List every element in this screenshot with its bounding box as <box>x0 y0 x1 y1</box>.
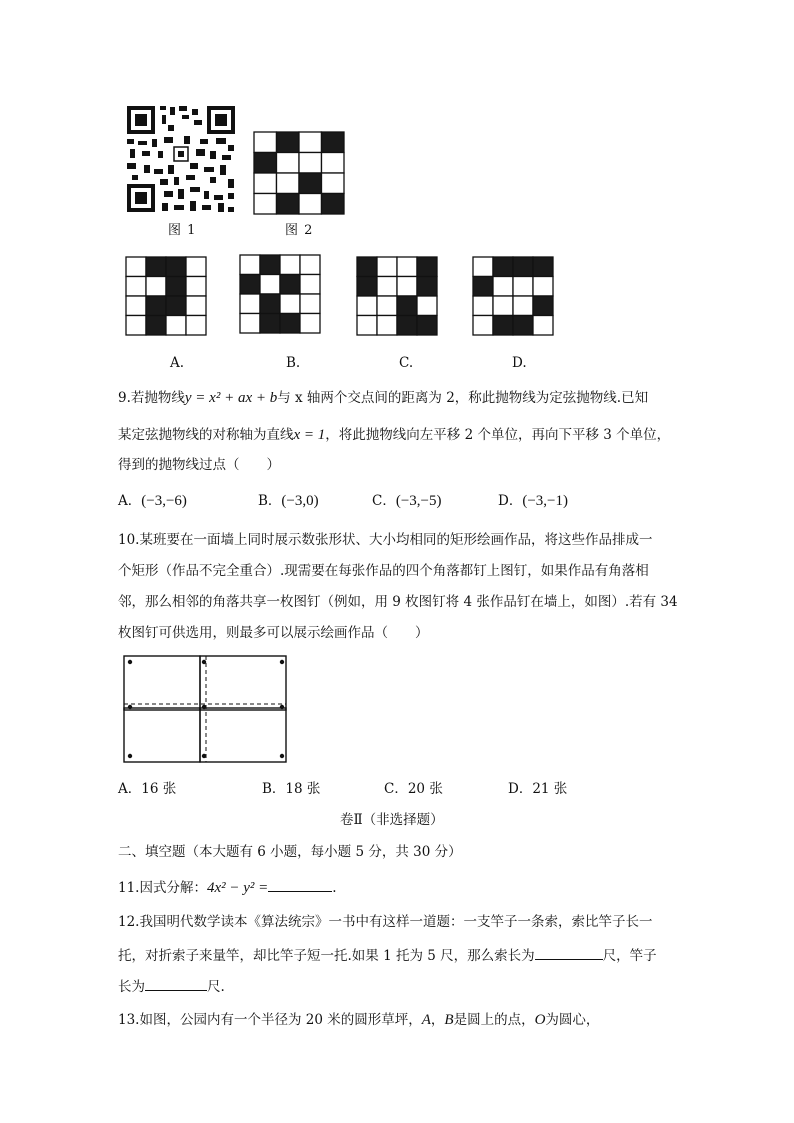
grid-cell-white <box>277 173 300 194</box>
grid-cell-black <box>417 257 437 277</box>
grid-cell-white <box>357 316 377 336</box>
q9-option-c <box>372 492 442 510</box>
q10-option-a <box>118 780 176 798</box>
grid-cell-white <box>126 296 146 316</box>
q10-line-2: 个矩形（作品不完全重合）.现需要在每张作品的四个角落都钉上图钉，如果作品有角落相 <box>118 563 649 579</box>
grid-cell-white <box>260 275 280 295</box>
grid-cell-white <box>186 296 206 316</box>
q13-line-1 <box>118 1011 599 1029</box>
q11-text: 11.因式分解： <box>118 880 207 896</box>
grid-cell-white <box>493 296 513 316</box>
part-2-heading: 二、填空题（本大题有 6 小题，每小题 5 分，共 30 分） <box>118 844 462 860</box>
q9-option-d <box>498 492 568 510</box>
point-b: B <box>444 1012 454 1028</box>
grid-cell-white <box>322 153 345 174</box>
option-label: B． <box>262 781 286 797</box>
option-a-grid <box>125 256 207 336</box>
grid-cell-black <box>260 294 280 314</box>
option-value: 20 张 <box>407 781 443 797</box>
q12-text: 尺，竿子 <box>602 948 657 964</box>
grid-cell-white <box>417 296 437 316</box>
figure-2-caption: 图 2 <box>285 223 314 238</box>
grid-cell-white <box>300 255 320 275</box>
grid-cell-black <box>280 275 300 295</box>
grid-cell-white <box>126 257 146 277</box>
grid-cell-black <box>322 132 345 153</box>
point-a: A <box>421 1012 431 1028</box>
option-label: D． <box>508 781 533 797</box>
grid-cell-black <box>277 194 300 215</box>
q9-line-1 <box>118 389 648 407</box>
figure-2-grid <box>253 131 345 215</box>
grid-cell-white <box>240 294 260 314</box>
q9-equation: y = x² + ax + b <box>184 390 278 406</box>
grid-cell-white <box>322 173 345 194</box>
grid-cell-black <box>417 277 437 297</box>
q12-text: 长为 <box>118 979 145 995</box>
q13-text: ， <box>430 1012 445 1028</box>
artwork-pin-figure <box>122 654 290 764</box>
option-d-label: D. <box>512 355 527 371</box>
option-a-label: A. <box>170 355 185 371</box>
grid-cell-white <box>397 257 417 277</box>
grid-cell-white <box>126 316 146 336</box>
grid-cell-white <box>299 194 322 215</box>
grid-cell-black <box>146 257 166 277</box>
grid-cell-white <box>493 277 513 297</box>
q11-expression: 4x² − y² = <box>206 880 269 896</box>
q13-text: 为圆心， <box>545 1012 600 1028</box>
q13-text: 是圆上的点， <box>453 1012 535 1028</box>
q12-rope-length-blank[interactable] <box>535 945 603 960</box>
q10-line-4: 枚图钉可供选用，则最多可以展示绘画作品（ ） <box>118 625 429 641</box>
grid-cell-white <box>533 316 553 336</box>
grid-cell-white <box>126 277 146 297</box>
grid-cell-white <box>299 132 322 153</box>
grid-cell-black <box>493 316 513 336</box>
figure-1-caption: 图 1 <box>168 223 197 238</box>
grid-cell-white <box>533 277 553 297</box>
option-label: C． <box>384 781 408 797</box>
grid-cell-white <box>299 153 322 174</box>
grid-cell-black <box>322 194 345 215</box>
grid-cell-white <box>377 296 397 316</box>
grid-cell-white <box>166 316 186 336</box>
q12-line-1: 12.我国明代数学读本《算法统宗》一书中有这样一道题：一支竿子一条索，索比竿子长一 <box>118 914 653 930</box>
grid-cell-black <box>166 257 186 277</box>
option-label: D． <box>498 493 523 509</box>
grid-cell-black <box>240 275 260 295</box>
grid-cell-white <box>300 294 320 314</box>
grid-cell-black <box>513 316 533 336</box>
option-value: 16 张 <box>141 781 177 797</box>
q13-text: 13.如图，公园内有一个半径为 20 米的圆形草坪， <box>118 1012 422 1028</box>
grid-cell-black <box>513 257 533 277</box>
grid-cell-black <box>280 314 300 334</box>
q11 <box>118 877 337 897</box>
option-d-grid <box>472 256 554 336</box>
option-c-grid <box>356 256 438 336</box>
q10-option-d <box>508 780 567 798</box>
grid-cell-black <box>260 255 280 275</box>
q12-text: 托，对折索子来量竿，却比竿子短一托.如果 1 托为 5 尺，那么索长为 <box>118 948 535 964</box>
option-label: A． <box>118 781 142 797</box>
grid-cell-white <box>473 296 493 316</box>
q10-line-1: 10.某班要在一面墙上同时展示数张形状、大小均相同的矩形绘画作品，将这些作品排成一 <box>118 532 653 548</box>
q10-option-c <box>384 780 443 798</box>
grid-cell-black <box>146 316 166 336</box>
q9-line-2 <box>118 426 670 444</box>
grid-cell-white <box>280 294 300 314</box>
q9-line-3: 得到的抛物线过点（ ） <box>118 457 280 473</box>
grid-cell-white <box>240 255 260 275</box>
grid-cell-white <box>146 277 166 297</box>
q9-axis-equation: x = 1 <box>293 427 326 443</box>
option-label: B． <box>258 493 282 509</box>
grid-cell-white <box>377 277 397 297</box>
grid-cell-black <box>397 316 417 336</box>
section-title: 卷Ⅱ（非选择题） <box>340 812 444 828</box>
grid-cell-white <box>377 257 397 277</box>
q10-line-3: 邻，那么相邻的角落共享一枚图钉（例如，用 9 枚图钉将 4 张作品钉在墙上，如图）.若有 34 <box>118 594 678 610</box>
point-o: O <box>534 1012 546 1028</box>
grid-cell-black <box>357 277 377 297</box>
option-b-grid <box>239 254 321 334</box>
option-value: 21 张 <box>532 781 568 797</box>
grid-cell-black <box>260 314 280 334</box>
q9-text: 与 x 轴两个交点间的距离为 2，称此抛物线为定弦抛物线.已知 <box>277 390 649 406</box>
grid-cell-white <box>513 296 533 316</box>
q9-option-b <box>258 492 319 510</box>
grid-cell-black <box>357 257 377 277</box>
grid-cell-black <box>166 277 186 297</box>
q11-period: . <box>332 880 337 896</box>
grid-cell-white <box>513 277 533 297</box>
grid-cell-white <box>473 257 493 277</box>
q12-line-2 <box>118 945 657 965</box>
grid-cell-white <box>300 314 320 334</box>
grid-cell-white <box>397 277 417 297</box>
option-value: (−3,−5) <box>395 493 442 509</box>
grid-cell-white <box>377 316 397 336</box>
grid-cell-black <box>533 257 553 277</box>
q12-line-3 <box>118 976 225 996</box>
q9-text: 某定弦抛物线的对称轴为直线 <box>118 427 294 443</box>
grid-cell-white <box>254 132 277 153</box>
grid-cell-white <box>186 316 206 336</box>
grid-cell-black <box>533 296 553 316</box>
q9-text: ，将此抛物线向左平移 2 个单位，再向下平移 3 个单位， <box>325 427 671 443</box>
q9-text: 9.若抛物线 <box>118 390 185 406</box>
grid-cell-black <box>254 153 277 174</box>
grid-cell-white <box>254 194 277 215</box>
grid-cell-black <box>146 296 166 316</box>
grid-cell-black <box>493 257 513 277</box>
grid-cell-white <box>240 314 260 334</box>
grid-cell-white <box>473 316 493 336</box>
grid-cell-white <box>254 173 277 194</box>
q10-option-b <box>262 780 320 798</box>
option-value: (−3,0) <box>281 493 319 509</box>
grid-cell-black <box>417 316 437 336</box>
grid-cell-black <box>473 277 493 297</box>
grid-cell-white <box>280 255 300 275</box>
option-value: 18 张 <box>285 781 321 797</box>
q11-answer-blank[interactable] <box>268 877 332 892</box>
option-c-label: C. <box>399 355 414 371</box>
grid-cell-white <box>357 296 377 316</box>
option-value: (−3,−1) <box>522 493 568 509</box>
grid-cell-black <box>166 296 186 316</box>
grid-cell-white <box>277 153 300 174</box>
option-b-label: B. <box>286 355 301 371</box>
option-value: (−3,−6) <box>141 493 187 509</box>
option-label: C． <box>372 493 396 509</box>
qr-code-image <box>124 103 238 215</box>
grid-cell-white <box>186 257 206 277</box>
grid-cell-black <box>397 296 417 316</box>
option-label: A． <box>118 493 142 509</box>
q12-pole-length-blank[interactable] <box>145 976 207 991</box>
q12-text: 尺. <box>207 979 225 995</box>
q9-option-a <box>118 492 187 510</box>
grid-cell-black <box>299 173 322 194</box>
grid-cell-black <box>277 132 300 153</box>
grid-cell-white <box>186 277 206 297</box>
grid-cell-white <box>300 275 320 295</box>
